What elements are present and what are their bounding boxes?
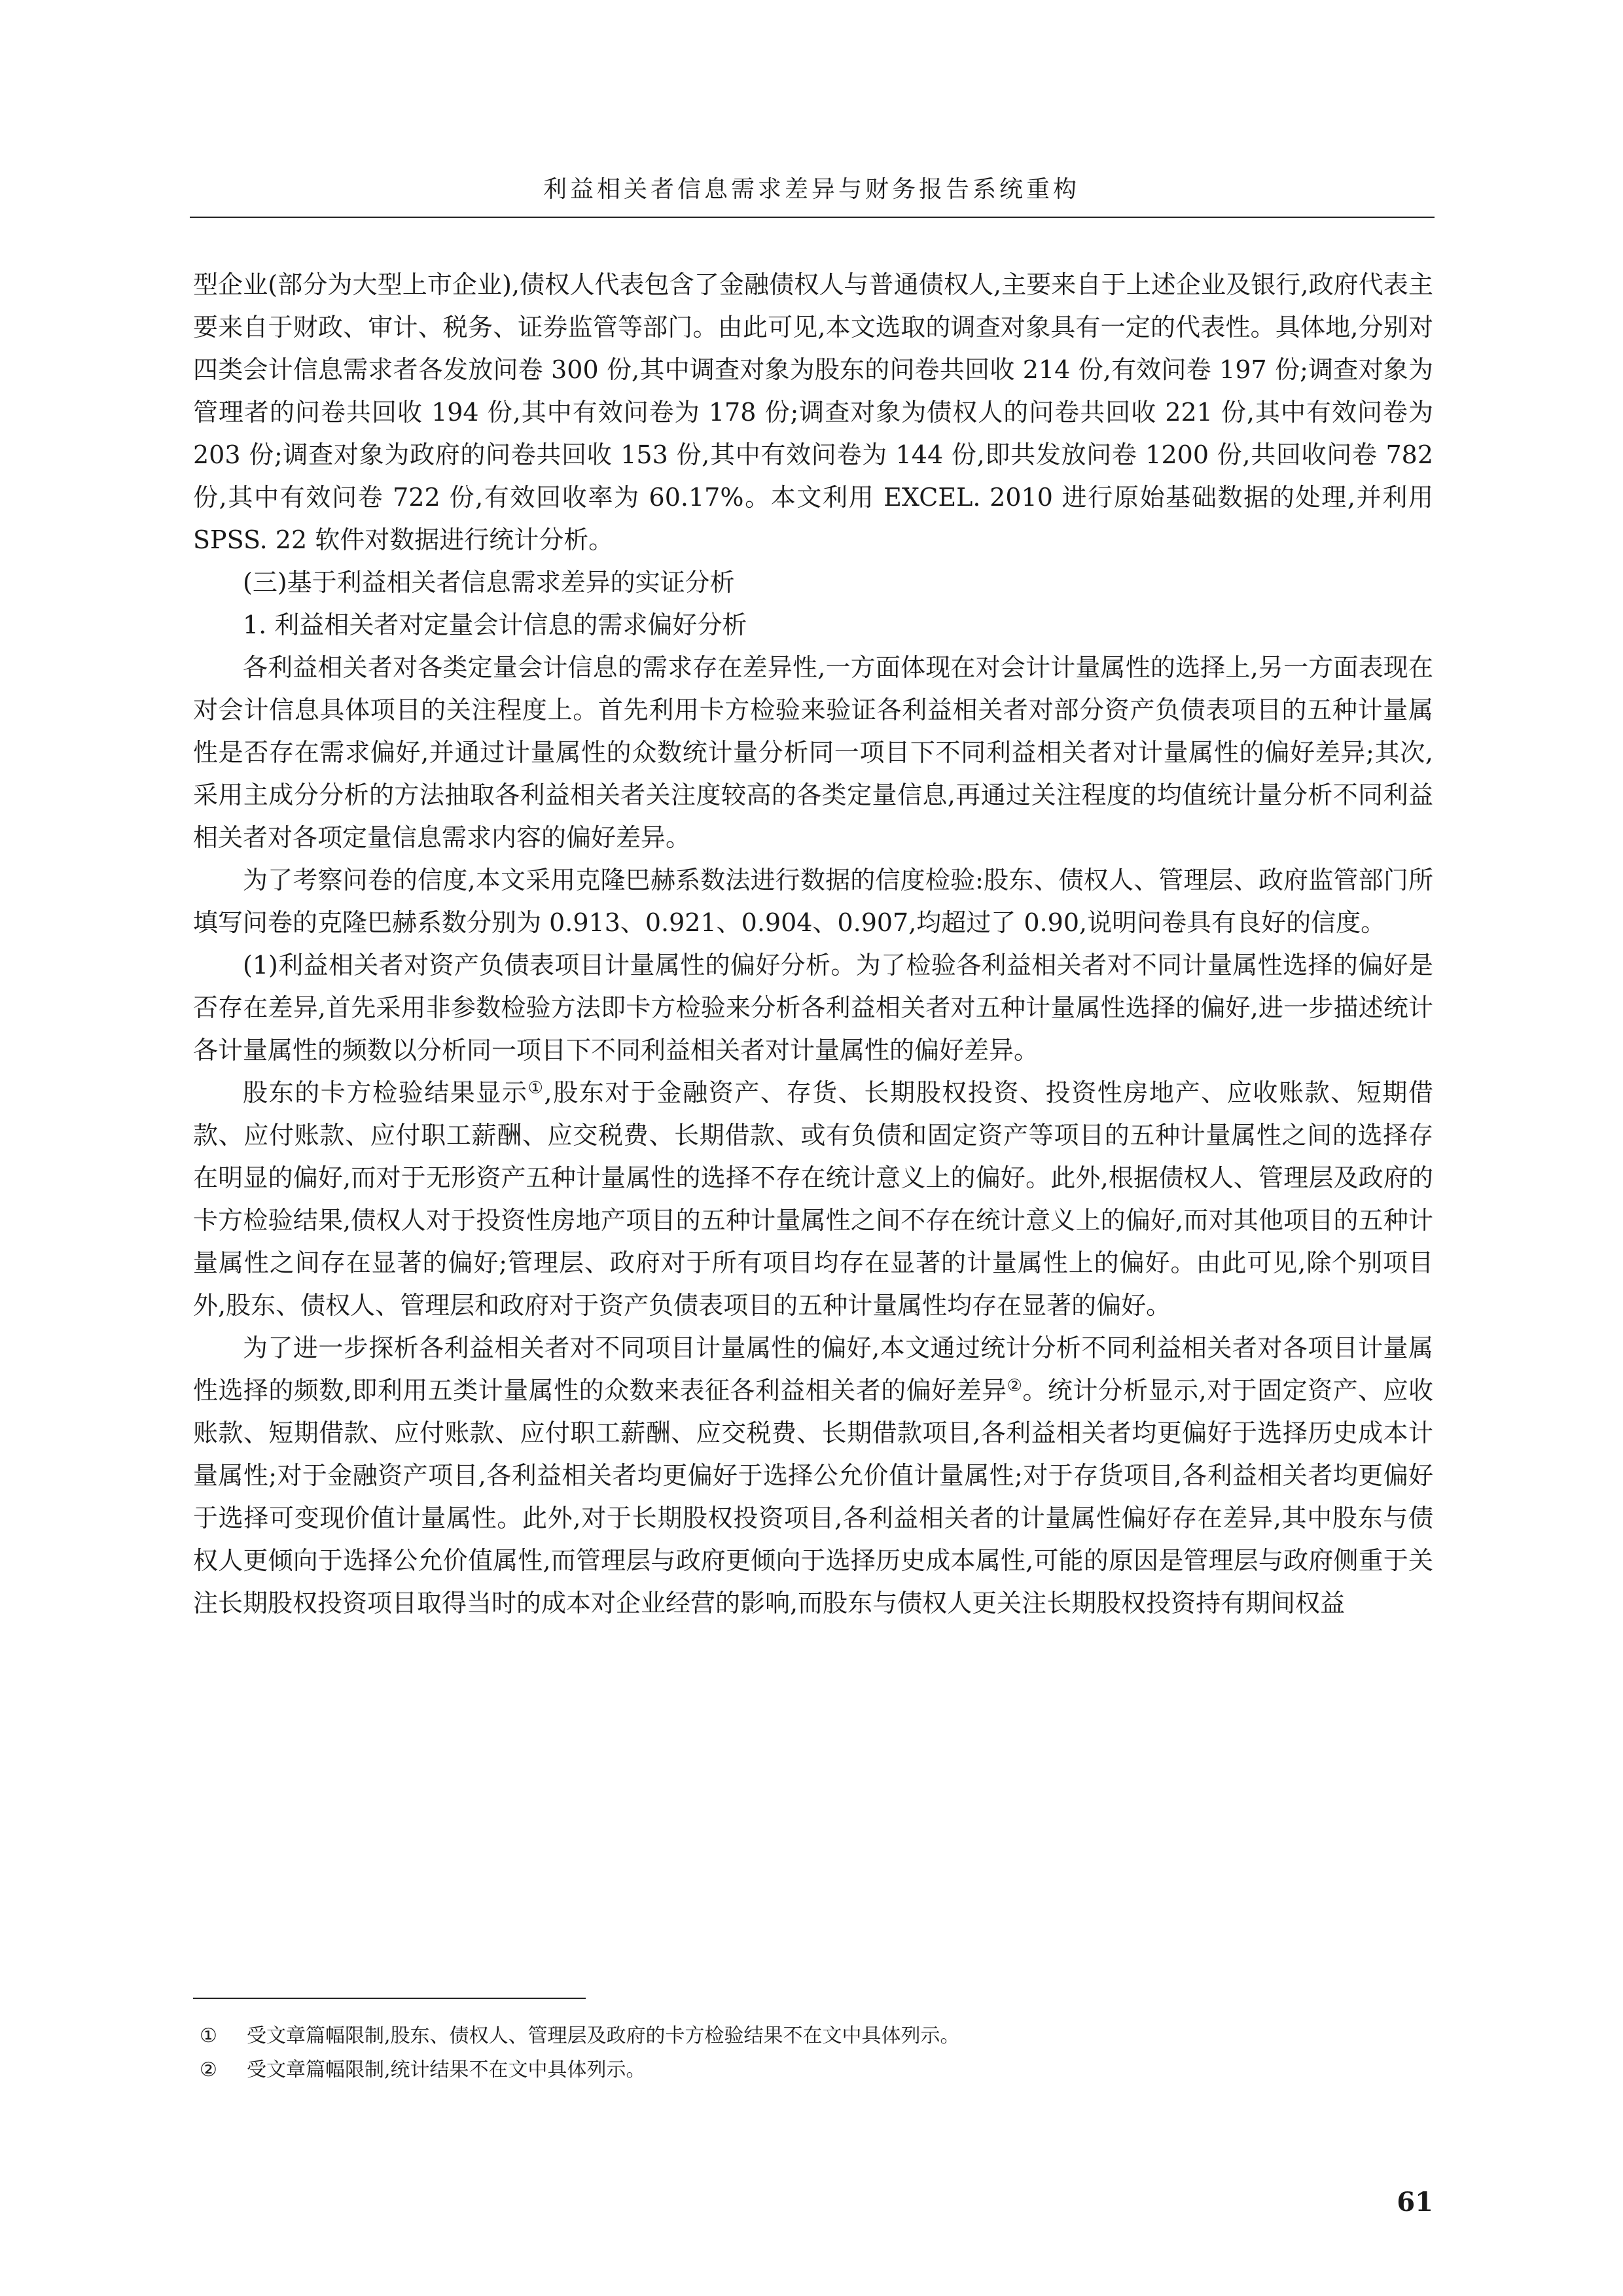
paragraph-survey-sample: 型企业(部分为大型上市企业),债权人代表包含了金融债权人与普通债权人,主要来自于上述企业及银行,政府代表主要来自于财政、审计、税务、证券监管等部门。由此可见,本文选取的调查对象具有一定的代表性。具体地,分别对四类会计信息需求者各发放问卷 300 份,其中调查对象为股东的问卷共回收 214 份,有效问卷 197 份;调查对象为管理者的问卷共回收 194 份,其中有效问卷为 178 份;调查对象为债权人的问卷共回收 221 份,其中有效问卷为 203 份;调查对象为政府的问卷共回收 153 份,其中有效问卷为 144 份,即共发放问卷 1200 份,共回收问卷 782 份,其中有效问卷 722 份,有效回收率为 60.17%。本文利用 EXCEL. 2010 进行原始基础数据的处理,并利用 SPSS. 22 软件对数据进行统计分析。: [193, 270, 1433, 554]
text-run: 为了进一步探析各利益相关者对不同项目计量属性的偏好,本文通过统计分析不同利益相关者对各项目计量属性选择的频数,即利用五类计量属性的众数来表征各利益相关者的偏好差异: [193, 1333, 1433, 1405]
footnotes: [200, 2019, 1430, 2087]
paragraph-chi-square-results: [193, 1072, 1433, 1327]
footnote-2: [200, 2053, 1430, 2087]
footnote-ref-2[interactable]: ②: [1007, 1376, 1023, 1396]
paragraph-balance-sheet-preference: (1)利益相关者对资产负债表项目计量属性的偏好分析。为了检验各利益相关者对不同计量属性选择的偏好是否存在差异,首先采用非参数检验方法即卡方检验来分析各利益相关者对五种计量属性选择的偏好,进一步描述统计各计量属性的频数以分析同一项目下不同利益相关者对计量属性的偏好差异。: [193, 951, 1433, 1065]
text-run: 。统计分析显示,对于固定资产、应收账款、短期借款、应付账款、应付职工薪酬、应交税费、长期借款项目,各利益相关者均更偏好于选择历史成本计量属性;对于金融资产项目,各利益相关者均更偏好于选择公允价值计量属性;对于存货项目,各利益相关者均更偏好于选择可变现价值计量属性。此外,对于长期股权投资项目,各利益相关者的计量属性偏好存在差异,其中股东与债权人更倾向于选择公允价值属性,而管理层与政府更倾向于选择历史成本属性,可能的原因是管理层与政府侧重于关注长期股权投资项目取得当时的成本对企业经营的影响,而股东与债权人更关注长期股权投资持有期间权益: [193, 1376, 1433, 1617]
footnote-mark: ①: [200, 2024, 217, 2047]
text-run: 股东的卡方检验结果显示: [243, 1078, 528, 1107]
footnote-rule: [193, 1998, 586, 1999]
paragraph-mode-analysis: [193, 1327, 1433, 1625]
running-header: 利益相关者信息需求差异与财务报告系统重构: [543, 176, 1080, 203]
text-run: ,股东对于金融资产、存货、长期股权投资、投资性房地产、应收账款、短期借款、应付账款、应付职工薪酬、应交税费、长期借款、或有负债和固定资产等项目的五种计量属性之间的选择存在明显的偏好,而对于无形资产五种计量属性的选择不存在统计意义上的偏好。此外,根据债权人、管理层及政府的卡方检验结果,债权人对于投资性房地产项目的五种计量属性之间不存在统计意义上的偏好,而对其他项目的五种计量属性之间存在显著的偏好;管理层、政府对于所有项目均存在显著的计量属性上的偏好。由此可见,除个别项目外,股东、债权人、管理层和政府对于资产负债表项目的五种计量属性均存在显著的偏好。: [193, 1078, 1433, 1320]
paragraph-quantitative-demand: 各利益相关者对各类定量会计信息的需求存在差异性,一方面体现在对会计计量属性的选择上,另一方面表现在对会计信息具体项目的关注程度上。首先利用卡方检验来验证各利益相关者对部分资产负债表项目的五种计量属性是否存在需求偏好,并通过计量属性的众数统计量分析同一项目下不同利益相关者对计量属性的偏好差异;其次,采用主成分分析的方法抽取各利益相关者关注度较高的各类定量信息,再通过关注程度的均值统计量分析不同利益相关者对各项定量信息需求内容的偏好差异。: [193, 653, 1433, 852]
footnote-ref-1[interactable]: ①: [527, 1078, 544, 1098]
footnote-text: 受文章篇幅限制,统计结果不在文中具体列示。: [247, 2058, 646, 2081]
footnote-text: 受文章篇幅限制,股东、债权人、管理层及政府的卡方检验结果不在文中具体列示。: [247, 2024, 960, 2047]
footnote-mark: ②: [200, 2058, 217, 2081]
header-rule: [190, 217, 1435, 218]
paragraph-reliability: 为了考察问卷的信度,本文采用克隆巴赫系数法进行数据的信度检验:股东、债权人、管理层、政府监管部门所填写问卷的克隆巴赫系数分别为 0.913、0.921、0.904、0.907,均超过了 0.90,说明问卷具有良好的信度。: [193, 866, 1433, 937]
footnote-1: [200, 2019, 1430, 2053]
page-number: 61: [1397, 2187, 1433, 2217]
subsection-heading: 1. 利益相关者对定量会计信息的需求偏好分析: [243, 610, 747, 639]
section-heading: (三)基于利益相关者信息需求差异的实证分析: [243, 568, 735, 597]
body-text: [193, 264, 1433, 1625]
